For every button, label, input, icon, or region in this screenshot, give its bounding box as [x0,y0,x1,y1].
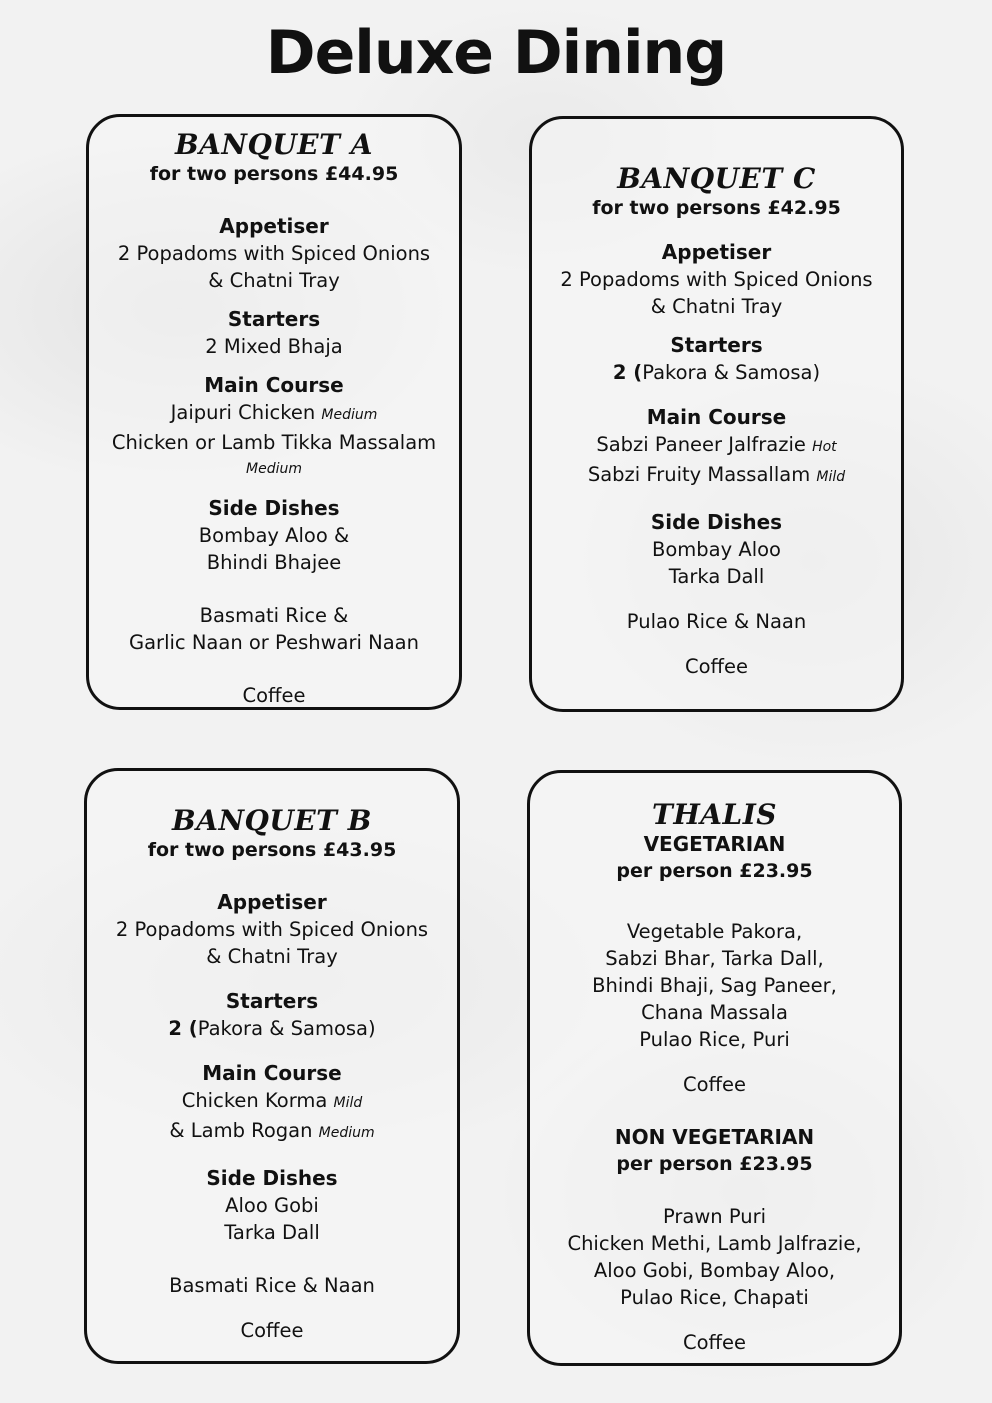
banquet-c-appetiser-heading: Appetiser [661,240,772,264]
banquet-c-starters-line [532,359,901,386]
banquet-a-title: BANQUET A [175,128,373,161]
banquet-a-main-dish-2: Chicken or Lamb Tikka Massalam [111,431,437,454]
banquet-a-rice-line-1: Basmati Rice & [199,604,349,627]
banquet-a-main-line-1 [89,399,459,429]
banquet-a-side-line-1: Bombay Aloo & [198,524,350,547]
banquet-b-starters-heading: Starters [225,989,319,1013]
banquet-b-side-line-1: Aloo Gobi [225,1194,319,1217]
banquet-a-appetiser-heading: Appetiser [219,214,329,238]
thalis-nonveg-price: per person £23.95 [616,1153,813,1175]
banquet-c-card [529,116,904,712]
banquet-c-appetiser-line-1: 2 Popadoms with Spiced Onions [560,268,873,291]
page-title: Deluxe Dining [265,18,727,88]
banquet-a-side-heading: Side Dishes [208,496,340,520]
banquet-b-appetiser-line-2: & Chatni Tray [206,945,338,968]
banquet-b-appetiser-heading: Appetiser [217,890,327,914]
banquet-b-starters-prefix: 2 ( [168,1017,198,1040]
banquet-b-main-dish-1: Chicken Korma [181,1089,328,1112]
banquet-c-appetiser-line-2: & Chatni Tray [650,295,783,318]
banquet-c-main-dish-1: Sabzi Paneer Jalfrazie [596,433,806,456]
banquet-c-main-dish-2: Sabzi Fruity Massallam [587,463,811,486]
banquet-b-rice-line-1: Basmati Rice & Naan [169,1274,375,1297]
thalis-veg-line-4: Chana Massala [641,1001,788,1024]
banquet-b-price: for two persons £43.95 [147,839,397,861]
banquet-a-main-dish-1: Jaipuri Chicken [170,401,316,424]
banquet-a-coffee: Coffee [242,684,306,707]
banquet-b-appetiser-line-1: 2 Popadoms with Spiced Onions [115,918,429,941]
banquet-c-coffee: Coffee [685,655,748,678]
banquet-b-main-spice-1: Mild [333,1095,363,1111]
thalis-nonveg-coffee: Coffee [683,1331,746,1354]
banquet-b-main-line-1 [87,1087,457,1117]
thalis-nonveg-line-2: Chicken Methi, Lamb Jalfrazie, [567,1232,862,1255]
banquet-c-main-spice-2: Mild [816,469,846,485]
thalis-veg-line-2: Sabzi Bhar, Tarka Dall, [605,947,824,970]
banquet-b-main-line-2 [87,1117,457,1147]
thalis-veg-coffee: Coffee [683,1073,746,1096]
banquet-b-card [84,768,460,1364]
banquet-c-price: for two persons £42.95 [592,197,841,219]
banquet-a-main-heading: Main Course [204,373,344,397]
banquet-c-main-heading: Main Course [646,405,787,429]
thalis-nonveg-line-4: Pulao Rice, Chapati [620,1286,809,1309]
thalis-veg-price: per person £23.95 [616,860,813,882]
banquet-b-starters-items: Pakora & Samosa) [197,1017,376,1040]
banquet-a-appetiser-line-1: 2 Popadoms with Spiced Onions [117,242,431,265]
thalis-veg-heading: VEGETARIAN [643,832,786,856]
banquet-a-card [86,114,462,710]
banquet-b-title: BANQUET B [172,804,372,837]
banquet-a-appetiser-line-2: & Chatni Tray [208,269,340,292]
banquet-c-starters-prefix: 2 ( [612,361,643,384]
banquet-a-starters-line-1: 2 Mixed Bhaja [205,335,343,358]
banquet-a-starters-heading: Starters [227,307,321,331]
banquet-a-main-spice-2: Medium [246,461,302,477]
thalis-card [527,770,902,1366]
thalis-title: THALIS [651,798,778,831]
banquet-b-starters-line [87,1015,457,1042]
banquet-a-side-line-2: Bhindi Bhajee [206,551,342,574]
banquet-b-main-heading: Main Course [202,1061,342,1085]
banquet-c-title: BANQUET C [617,162,816,195]
banquet-a-price: for two persons £44.95 [149,163,399,185]
thalis-nonveg-line-1: Prawn Puri [662,1205,767,1228]
banquet-b-coffee: Coffee [240,1319,304,1342]
thalis-nonveg-heading: NON VEGETARIAN [614,1125,815,1149]
banquet-b-side-heading: Side Dishes [206,1166,338,1190]
thalis-veg-line-3: Bhindi Bhaji, Sag Paneer, [592,974,837,997]
banquet-b-main-spice-2: Medium [318,1125,375,1141]
thalis-nonveg-line-3: Aloo Gobi, Bombay Aloo, [593,1259,836,1282]
banquet-c-main-line-1 [532,431,901,461]
banquet-c-side-line-1: Bombay Aloo [652,538,781,561]
banquet-c-rice-line-1: Pulao Rice & Naan [626,610,807,633]
banquet-c-starters-heading: Starters [670,333,763,357]
banquet-c-main-spice-1: Hot [812,439,837,455]
banquet-c-side-heading: Side Dishes [650,510,783,534]
thalis-veg-line-5: Pulao Rice, Puri [639,1028,790,1051]
banquet-c-starters-items: Pakora & Samosa) [642,361,821,384]
banquet-a-main-spice-1: Medium [321,407,378,423]
banquet-c-side-line-2: Tarka Dall [668,565,765,588]
banquet-a-rice-line-2: Garlic Naan or Peshwari Naan [129,631,419,654]
banquet-c-main-line-2 [532,461,901,491]
thalis-veg-line-1: Vegetable Pakora, [626,920,803,943]
banquet-b-main-dish-2: & Lamb Rogan [169,1119,313,1142]
banquet-b-side-line-2: Tarka Dall [224,1221,320,1244]
